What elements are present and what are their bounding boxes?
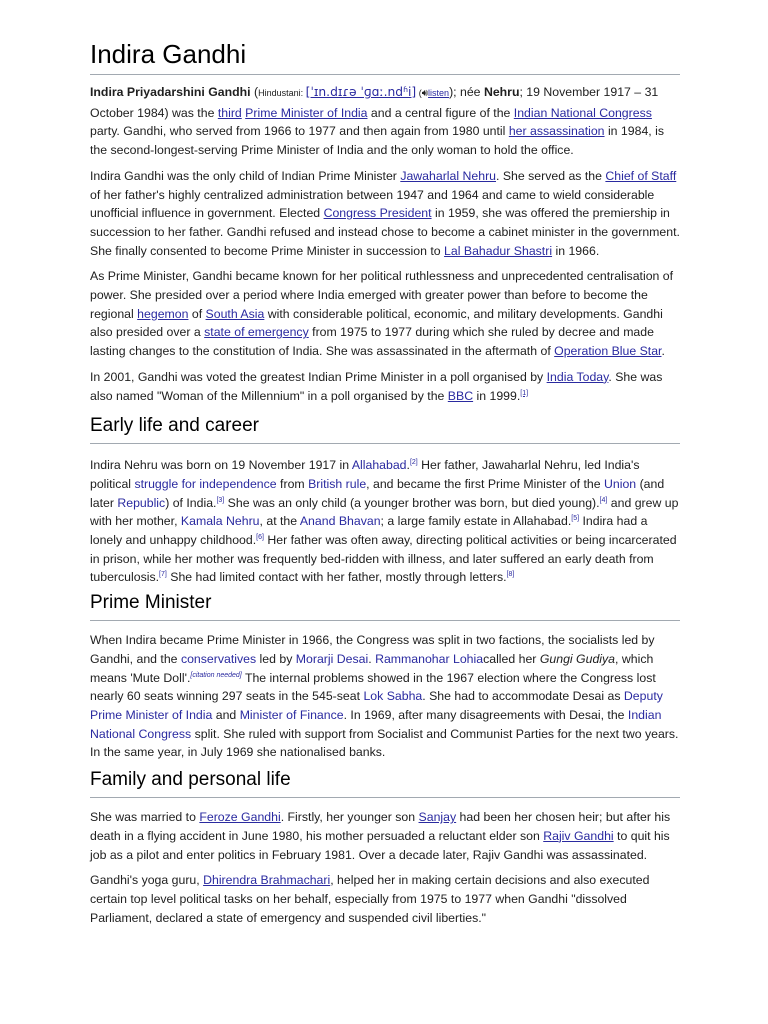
text: from 1975 to 1977 during which she ruled by decree and made lasting changes to the constitution of India. She was assassinated in the aftermath of	[90, 325, 654, 359]
text: Indira Nehru was born on 19 November 1917 in	[90, 458, 352, 473]
text: .	[368, 651, 376, 666]
bold-name: Indira Priyadarshini Gandhi	[90, 85, 251, 99]
text: party. Gandhi, who served from 1966 to 1977 and then again from 1980 until	[90, 124, 509, 139]
text: The internal problems showed in the 1967 election where the Congress lost nearly 60 seats winning 297 seats in the 545-seat	[90, 670, 656, 704]
reference-link[interactable]: [8]	[506, 571, 515, 579]
text: Gandhi's yoga guru,	[90, 873, 204, 888]
reference-link[interactable]: [4]	[599, 496, 608, 504]
link-anand-bhavan[interactable]: Anand Bhavan	[299, 514, 381, 529]
reference-link[interactable]: [3]	[216, 496, 225, 504]
text: .	[661, 344, 665, 359]
text: Indira Gandhi was the only child of Indian Prime Minister	[90, 168, 401, 183]
text: ) of India.	[165, 495, 217, 510]
text: and	[212, 707, 240, 722]
link-minister-of-finance[interactable]: Minister of Finance	[239, 707, 344, 722]
italic-text: Gungi Gudiya	[539, 651, 616, 666]
reference-link[interactable]: [6]	[256, 534, 264, 542]
link-operation-blue-star[interactable]: Operation Blue Star	[554, 344, 662, 359]
text: In 2001, Gandhi was voted the greatest Indian Prime Minister in a poll organised by	[90, 369, 547, 384]
text: , helped her in making certain decisions and also executed certain top level political tasks on her behalf, especially from 1975 to 1977 when Gandhi "dissolved Parliament, declared a state of emergency and suspended civil liberties."	[90, 873, 650, 925]
text: , at the	[259, 514, 300, 529]
reference-link[interactable]: [7]	[159, 571, 167, 579]
text: with considerable political, economic, and military developments. Gandhi also presided over a	[90, 306, 663, 340]
link-union[interactable]: Union	[604, 476, 637, 491]
text: . She had to accommodate Desai as	[422, 689, 624, 704]
text: (	[250, 85, 259, 99]
family-paragraph-2	[90, 871, 680, 927]
reference-link[interactable]: [1]	[520, 389, 529, 397]
bold-nee: Nehru	[483, 85, 520, 99]
text: in 1984, is the second-longest-serving Prime Minister of India and the only woman to hold the office.	[90, 124, 665, 158]
text: (and later	[90, 476, 665, 510]
link-sanjay[interactable]: Sanjay	[418, 810, 457, 825]
link-kamala-nehru[interactable]: Kamala Nehru	[180, 514, 260, 529]
text: and grew up with her mother,	[90, 495, 679, 529]
text: . She was also named "Woman of the Millennium" in a poll organised by the	[90, 369, 663, 403]
ipa-link[interactable]: [ˈɪn.dɪɾə ˈɡɑː.ndʱi]	[305, 85, 417, 99]
text: in 1999.	[473, 388, 521, 403]
intro-paragraph	[90, 83, 680, 160]
link-lok-sabha[interactable]: Lok Sabha	[363, 689, 423, 704]
section-heading-family: Family and personal life	[90, 768, 680, 798]
link-her-assassination[interactable]: her assassination	[508, 124, 605, 139]
link-rammanohar-lohia[interactable]: Rammanohar Lohia	[375, 651, 484, 666]
article	[90, 0, 680, 927]
link-allahabad[interactable]: Allahabad	[351, 458, 407, 473]
text: She was an only child (a younger brother was born, but died young).	[224, 495, 600, 510]
text: ; a large family estate in Allahabad.	[380, 514, 572, 529]
text: from	[276, 476, 309, 491]
text: Her father was often away, directing political activities or being incarcerated in prison, while her mother was frequently bed-ridden with illness, and later suffered an early death from tuberculosis.	[90, 533, 677, 585]
section-heading-early-life: Early life and career	[90, 414, 680, 444]
link-bbc[interactable]: BBC	[447, 388, 474, 403]
link-struggle-for-independence[interactable]: struggle for independence	[134, 476, 277, 491]
text: in 1959, she was offered the premiership in succession to her father. Gandhi refused and instead chose to become a cabinet minister in the government. She finally consented to become Prime Minister in succession to	[90, 206, 680, 258]
text: . Firstly, her younger son	[280, 810, 419, 825]
text: had been her chosen heir; but after his death in a flying accident in June 1980, his mother persuaded a reluctant elder son	[90, 810, 671, 843]
family-paragraph-1	[90, 808, 680, 864]
link-feroze-gandhi[interactable]: Feroze Gandhi	[199, 810, 281, 825]
text: She was married to	[90, 810, 200, 825]
link-dhirendra-brahmachari[interactable]: Dhirendra Brahmachari	[203, 873, 331, 888]
link-deputy-prime-minister[interactable]: Deputy Prime Minister of India	[90, 689, 663, 722]
reference-link[interactable]: [2]	[409, 459, 418, 467]
text: split. She ruled with support from Socialist and Communist Parties for the next two years. In the same year, in July 1969 she nationalised banks.	[90, 726, 679, 760]
reference-link[interactable]: [5]	[571, 515, 580, 523]
text: Indira had a lonely and unhappy childhood.	[90, 514, 648, 548]
text: in 1966.	[552, 243, 600, 258]
text: called her	[483, 651, 540, 666]
paragraph-2	[90, 167, 680, 261]
prime-minister-paragraph	[90, 631, 680, 762]
text: led by	[256, 651, 296, 666]
section-heading-prime-minister: Prime Minister	[90, 591, 680, 621]
link-chief-of-staff[interactable]: Chief of Staff	[605, 168, 677, 183]
link-lal-bahadur-shastri[interactable]: Lal Bahadur Shastri	[444, 243, 553, 258]
link-indian-national-congress[interactable]: Indian National Congress	[513, 105, 652, 120]
text: and a central figure of the	[367, 105, 514, 120]
text: . She served as the	[496, 168, 606, 183]
listen-link[interactable]: listen	[428, 88, 450, 98]
text: As Prime Minister, Gandhi became known for her political ruthlessness and unprecedented centralisation of power. She presided over a period where India emerged with greater power than before to become the regional	[90, 269, 674, 321]
link-congress-president[interactable]: Congress President	[323, 206, 432, 221]
text: of	[188, 306, 206, 321]
speaker-icon[interactable]: 🔊︎	[421, 88, 429, 99]
text: ; 19 November 1917 – 31 October 1984) was the	[90, 85, 659, 120]
link-south-asia[interactable]: South Asia	[205, 306, 265, 321]
text: , which means 'Mute Doll'.	[90, 651, 654, 685]
text: ); née	[449, 85, 484, 99]
language-label: Hindustani:	[258, 88, 306, 98]
link-indian-national-congress[interactable]: Indian National Congress	[90, 707, 662, 741]
text: She had limited contact with her father, mostly through letters.	[166, 570, 507, 585]
link-rajiv-gandhi[interactable]: Rajiv Gandhi	[543, 828, 614, 843]
link-conservatives[interactable]: conservatives	[180, 651, 257, 666]
text: , and became the first Prime Minister of the	[366, 476, 605, 491]
link-morarji-desai[interactable]: Morarji Desai	[295, 651, 369, 666]
text: (	[416, 88, 422, 98]
text: of her father's highly centralized administration between 1947 and 1964 and came to wield considerable unofficial influence in government. Elected	[90, 187, 655, 221]
text: to quit his job as a pilot and enter politics in February 1981. Over a decade later, Rajiv Gandhi was assassinated.	[90, 828, 670, 862]
text: Her father, Jawaharlal Nehru, led India's political	[90, 458, 640, 491]
link-third[interactable]: third	[217, 105, 242, 120]
citation-needed-link[interactable]: [citation needed]	[190, 671, 242, 679]
text: .	[406, 458, 410, 473]
page-title: Indira Gandhi	[90, 38, 680, 75]
link-british-rule[interactable]: British rule	[308, 476, 367, 491]
link-jawaharlal-nehru[interactable]: Jawaharlal Nehru	[400, 168, 497, 183]
link-hegemon[interactable]: hegemon	[137, 306, 189, 321]
link-state-of-emergency[interactable]: state of emergency	[204, 325, 309, 340]
paragraph-3	[90, 267, 680, 361]
link-india-today[interactable]: India Today	[546, 369, 609, 384]
text: When Indira became Prime Minister in 1966, the Congress was split in two factions, the socialists led by Gandhi, and the	[90, 633, 655, 666]
text: . In 1969, after many disagreements with Desai, the	[343, 707, 628, 722]
early-life-paragraph	[90, 456, 680, 587]
link-prime-minister-of-india[interactable]: Prime Minister of India	[245, 105, 368, 120]
paragraph-4	[90, 368, 680, 405]
link-republic[interactable]: Republic	[117, 495, 166, 510]
